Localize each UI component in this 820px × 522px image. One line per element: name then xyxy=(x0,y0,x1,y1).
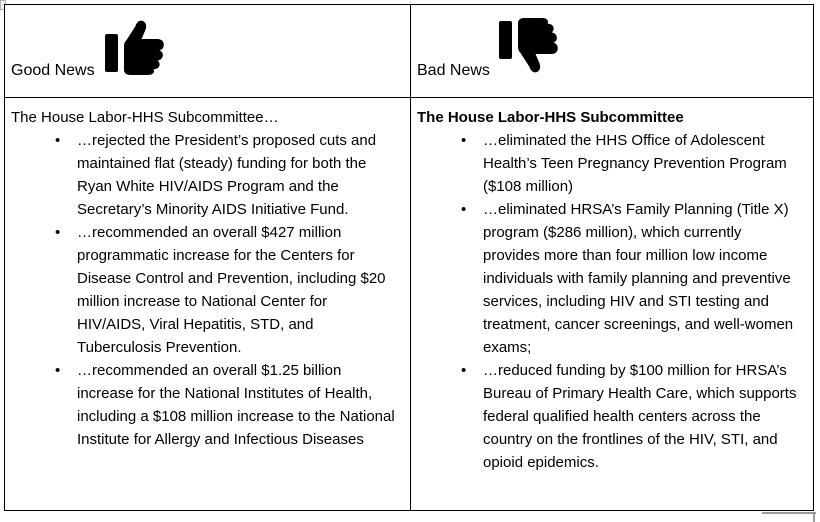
thumbs-down-icon xyxy=(499,18,559,75)
good-news-bullet-3: • …recommended an overall $1.25 billion increase for the National Institutes of Health, including a $108 million increase to the National Institute for Allergy and Infectious Diseases xyxy=(11,359,404,451)
good-news-label: Good News xyxy=(11,62,95,79)
bad-news-bullet-2: • …eliminated HRSA’s Family Planning (Title X) program ($286 million), which currently provides more than four million low income individuals with family planning and preventive services, including HIV and STI testing and treatment, cancer screenings, and well-women exams; xyxy=(417,198,807,359)
good-news-header-cell xyxy=(5,5,410,98)
bad-news-title: The House Labor-HHS Subcommittee xyxy=(417,109,684,126)
column-bad-news xyxy=(411,5,813,510)
column-good-news xyxy=(5,5,411,510)
bad-news-bullet-3: • …reduced funding by $100 million for HRSA’s Bureau of Primary Health Care, which supports federal qualified health centers across the country on the frontlines of the HIV, STI, and opioid epidemics. xyxy=(417,359,807,474)
good-news-bullet-2: • …recommended an overall $427 million programmatic increase for the Centers for Disease Control and Prevention, including $20 million increase to National Center for HIV/AIDS, Viral Hepatitis, STD, and Tuberculosis Prevention. xyxy=(11,221,404,359)
good-news-bullet-list xyxy=(11,129,404,451)
bad-news-bullet-list xyxy=(417,129,807,474)
bad-news-bullet-1: • …eliminated the HHS Office of Adolescent Health’s Teen Pregnancy Prevention Program ($108 million) xyxy=(417,129,807,198)
bad-news-body-cell xyxy=(411,98,813,510)
good-news-bullet-1: • …rejected the President’s proposed cuts and maintained flat (steady) funding for both the Ryan White HIV/AIDS Program and the Secretary’s Minority AIDS Initiative Fund. xyxy=(11,129,404,221)
good-bad-news-table xyxy=(4,4,814,511)
gridline-artifact-horizontal xyxy=(762,512,816,514)
thumbs-up-icon xyxy=(105,18,165,75)
bad-news-label: Bad News xyxy=(417,62,490,79)
gridline-artifact-vertical xyxy=(813,512,815,522)
good-news-body-cell xyxy=(5,98,410,510)
good-news-title: The House Labor-HHS Subcommittee… xyxy=(11,109,279,126)
bad-news-header-cell xyxy=(411,5,813,98)
